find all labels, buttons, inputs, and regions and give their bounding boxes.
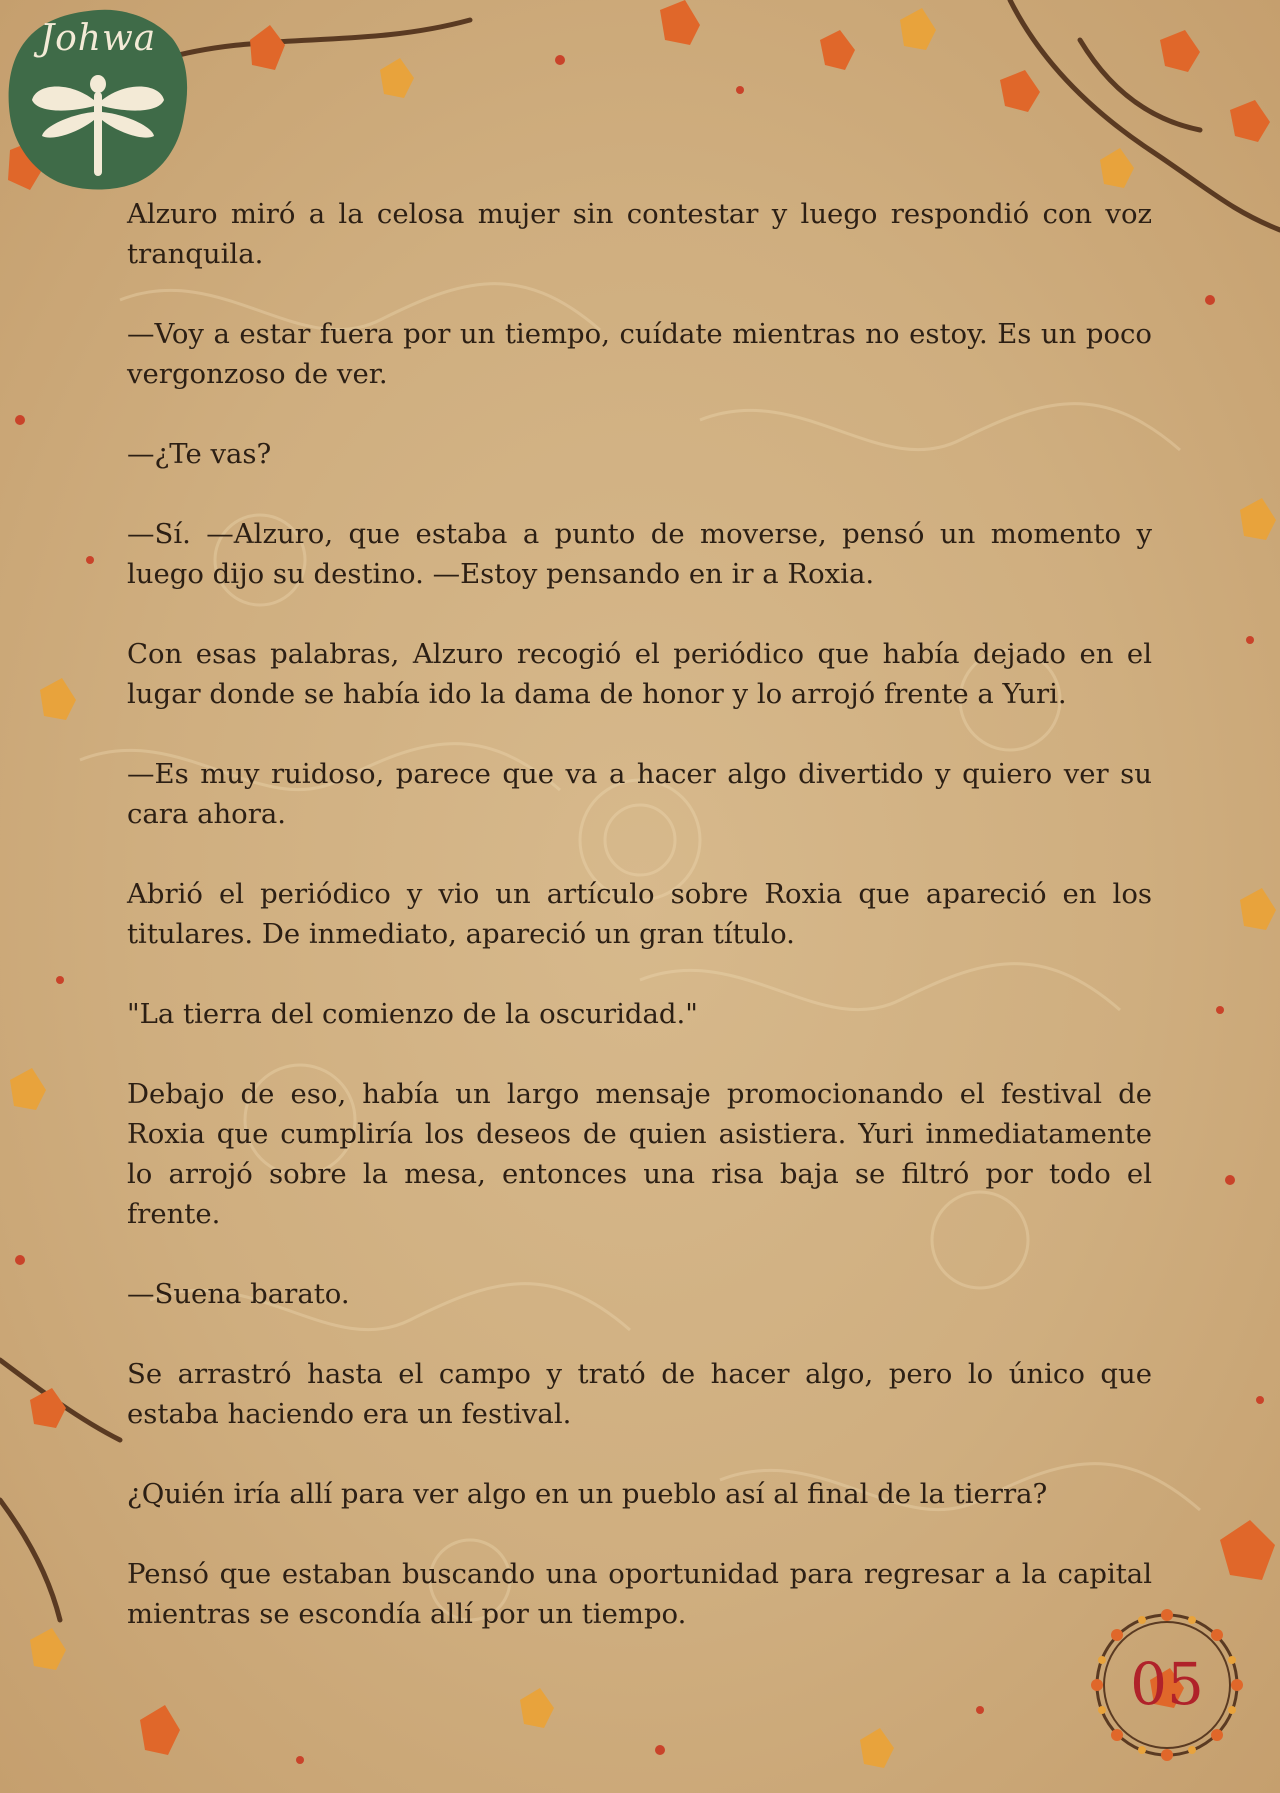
paragraph: —Sí. —Alzuro, que estaba a punto de moverse, pensó un momento y luego dijo su destino. —Estoy pensando en ir a Roxia. — [127, 518, 1152, 590]
paragraph: —Suena barato. — [127, 1278, 350, 1310]
dragonfly-icon — [28, 70, 168, 180]
publisher-badge — [4, 4, 192, 194]
page-number: 05 — [1130, 1650, 1204, 1718]
paragraph: "La tierra del comienzo de la oscuridad." — [127, 998, 698, 1030]
badge-title: Johwa — [39, 18, 157, 59]
paragraph: —¿Te vas? — [127, 438, 272, 470]
paragraph: Debajo de eso, había un largo mensaje promocionando el festival de Roxia que cumpliría los deseos de quien asistiera. Yuri inmediatamente lo arrojó sobre la mesa, entonces una risa baja se filtró por todo el frente. — [127, 1078, 1152, 1230]
paragraph: Se arrastró hasta el campo y trató de hacer algo, pero lo único que estaba haciendo era un festival. — [127, 1358, 1152, 1430]
chapter-text — [127, 194, 1152, 1674]
paragraph: ¿Quién iría allí para ver algo en un pueblo así al final de la tierra? — [127, 1478, 1048, 1510]
page-number-badge — [1082, 1600, 1252, 1770]
paragraph: Abrió el periódico y vio un artículo sobre Roxia que apareció en los titulares. De inmediato, apareció un gran título. — [127, 878, 1152, 950]
paragraph: Pensó que estaban buscando una oportunidad para regresar a la capital mientras se escondía allí por un tiempo. — [127, 1558, 1152, 1630]
paragraph: Con esas palabras, Alzuro recogió el periódico que había dejado en el lugar donde se había ido la dama de honor y lo arrojó frente a Yuri. — [127, 638, 1152, 710]
paragraph: —Es muy ruidoso, parece que va a hacer algo divertido y quiero ver su cara ahora. — [127, 758, 1152, 830]
paragraph: —Voy a estar fuera por un tiempo, cuídate mientras no estoy. Es un poco vergonzoso de ver. — [127, 318, 1152, 390]
paragraph: Alzuro miró a la celosa mujer sin contestar y luego respondió con voz tranquila. — [127, 198, 1152, 270]
